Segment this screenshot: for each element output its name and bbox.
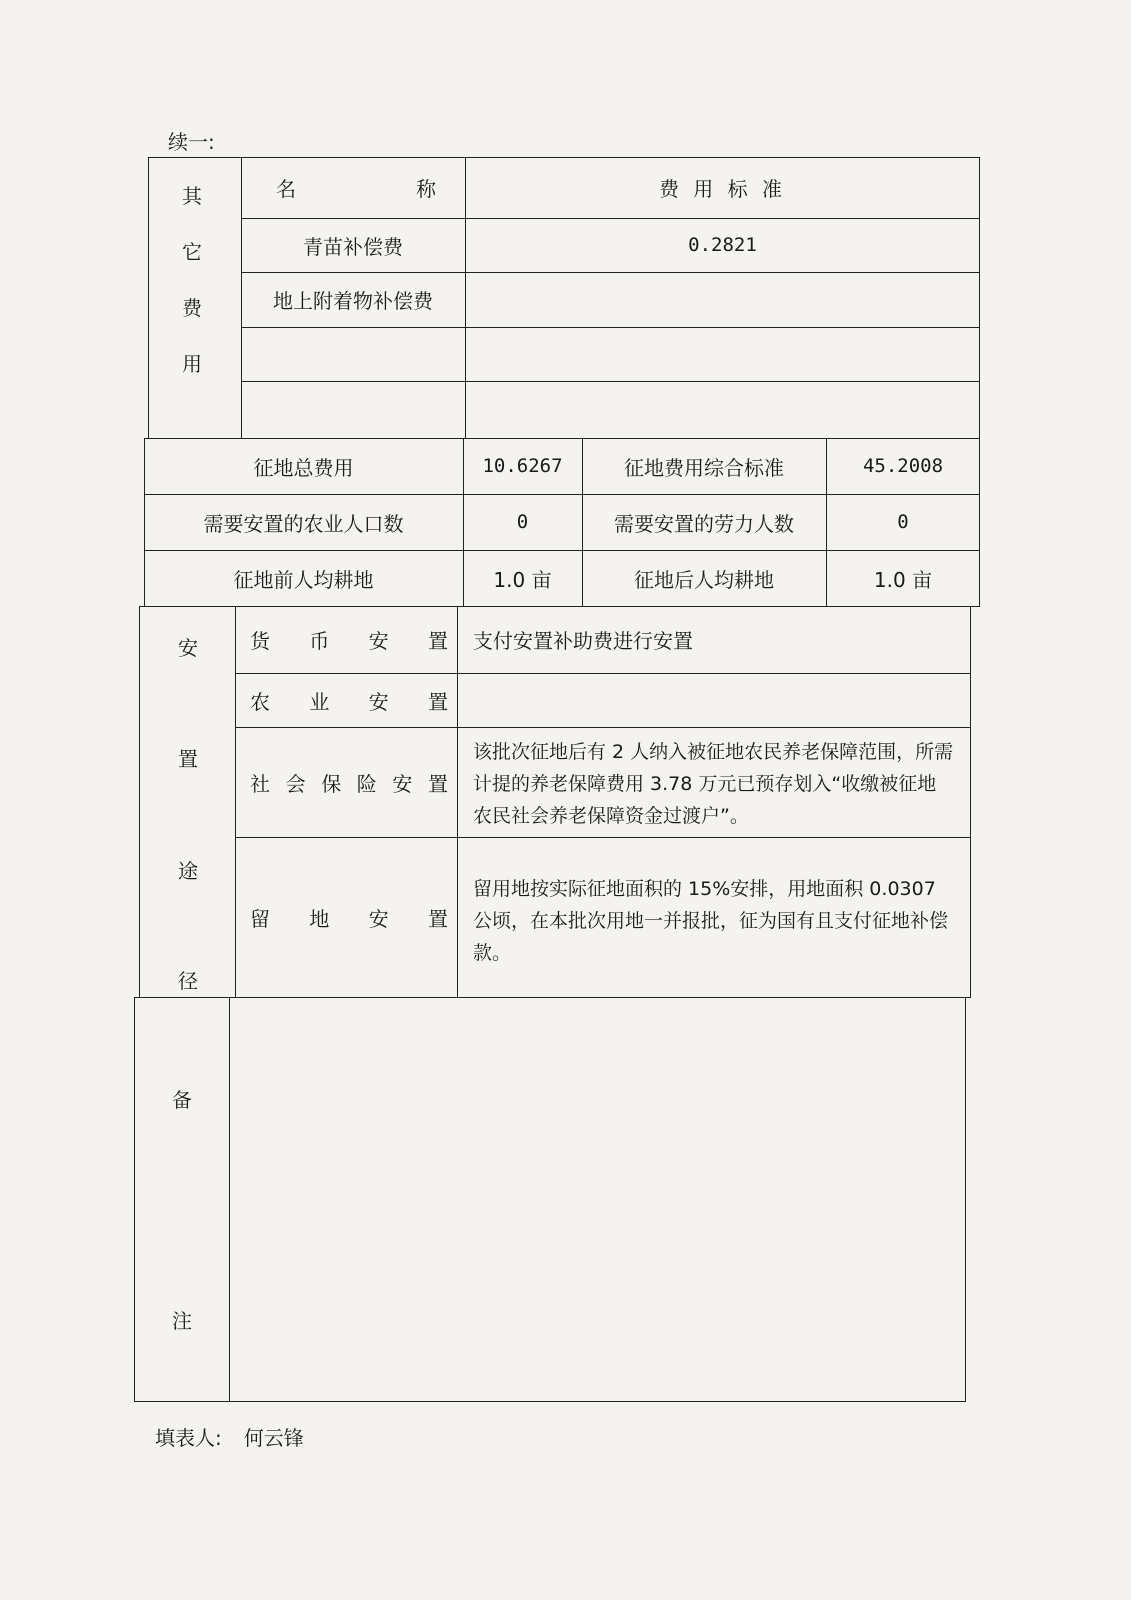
fee-name-attachments: 地上附着物补偿费 <box>273 289 433 313</box>
name-header-char-1: 名 <box>276 177 296 201</box>
before-farmland-label: 征地前人均耕地 <box>233 568 374 592</box>
name-column-header <box>276 157 436 218</box>
farm-population-label: 需要安置的农业人口数 <box>203 511 404 536</box>
after-farmland-value: 1.0 亩 <box>873 568 933 592</box>
other-fees-side-char-1: 其 <box>182 184 202 208</box>
remarks-content <box>229 997 966 1402</box>
placement-content-agriculture <box>457 673 971 727</box>
placement-content-currency: 支付安置补助费进行安置 <box>473 629 693 653</box>
composite-standard-label: 征地费用综合标准 <box>624 455 784 480</box>
other-fees-side-char-4: 用 <box>182 352 202 376</box>
total-fee-value: 10.6267 <box>482 455 563 477</box>
placement-label-reserved-land: 留 地 安 置 <box>250 907 448 931</box>
placement-label-social-insurance: 社 会 保 险 安 置 <box>250 771 448 796</box>
fee-name-seedling: 青苗补偿费 <box>303 234 403 259</box>
placement-label-agriculture: 农 业 安 置 <box>250 689 448 714</box>
after-farmland-label: 征地后人均耕地 <box>634 568 774 592</box>
composite-standard-value: 45.2008 <box>862 455 944 477</box>
filler-line <box>155 1422 304 1451</box>
filler-label: 填表人: <box>155 1426 222 1450</box>
placement-side-char-4: 径 <box>178 969 198 993</box>
placement-side-char-3: 途 <box>178 859 198 883</box>
placement-side-char-2: 置 <box>178 747 198 771</box>
filler-name: 何云锋 <box>243 1426 304 1450</box>
placement-content-reserved-land: 留用地按实际征地面积的 15%安排，用地面积 0.0307 公顷，在本批次用地一并报批，征为国有且支付征地补偿款。 <box>473 878 949 964</box>
continuation-label: 续一: <box>168 130 215 154</box>
before-farmland-value: 1.0 亩 <box>493 568 552 592</box>
other-fees-side-char-2: 它 <box>182 240 202 264</box>
labor-count-value: 0 <box>897 511 909 533</box>
remarks-side-char-2: 注 <box>172 1309 192 1333</box>
fee-value-seedling: 0.2821 <box>688 234 757 256</box>
name-header-char-2: 称 <box>416 177 436 201</box>
placement-content-social-insurance: 该批次征地后有 2 人纳入被征地农民养老保障范围，所需计提的养老保障费用 3.78 万元已预存划入“收缴被征地农民社会养老保障资金过渡户”。 <box>473 741 954 827</box>
fee-value-attachments <box>465 272 980 327</box>
labor-count-label: 需要安置的劳力人数 <box>614 511 794 536</box>
farm-population-value: 0 <box>516 511 529 533</box>
remarks-side-char-1: 备 <box>172 1088 192 1112</box>
placement-side-char-1: 安 <box>178 636 198 660</box>
total-fee-label: 征地总费用 <box>253 455 354 480</box>
placement-label-currency: 货 币 安 置 <box>250 629 448 653</box>
standard-column-header: 费 用 标 准 <box>658 177 787 201</box>
other-fees-side-char-3: 费 <box>182 296 202 320</box>
